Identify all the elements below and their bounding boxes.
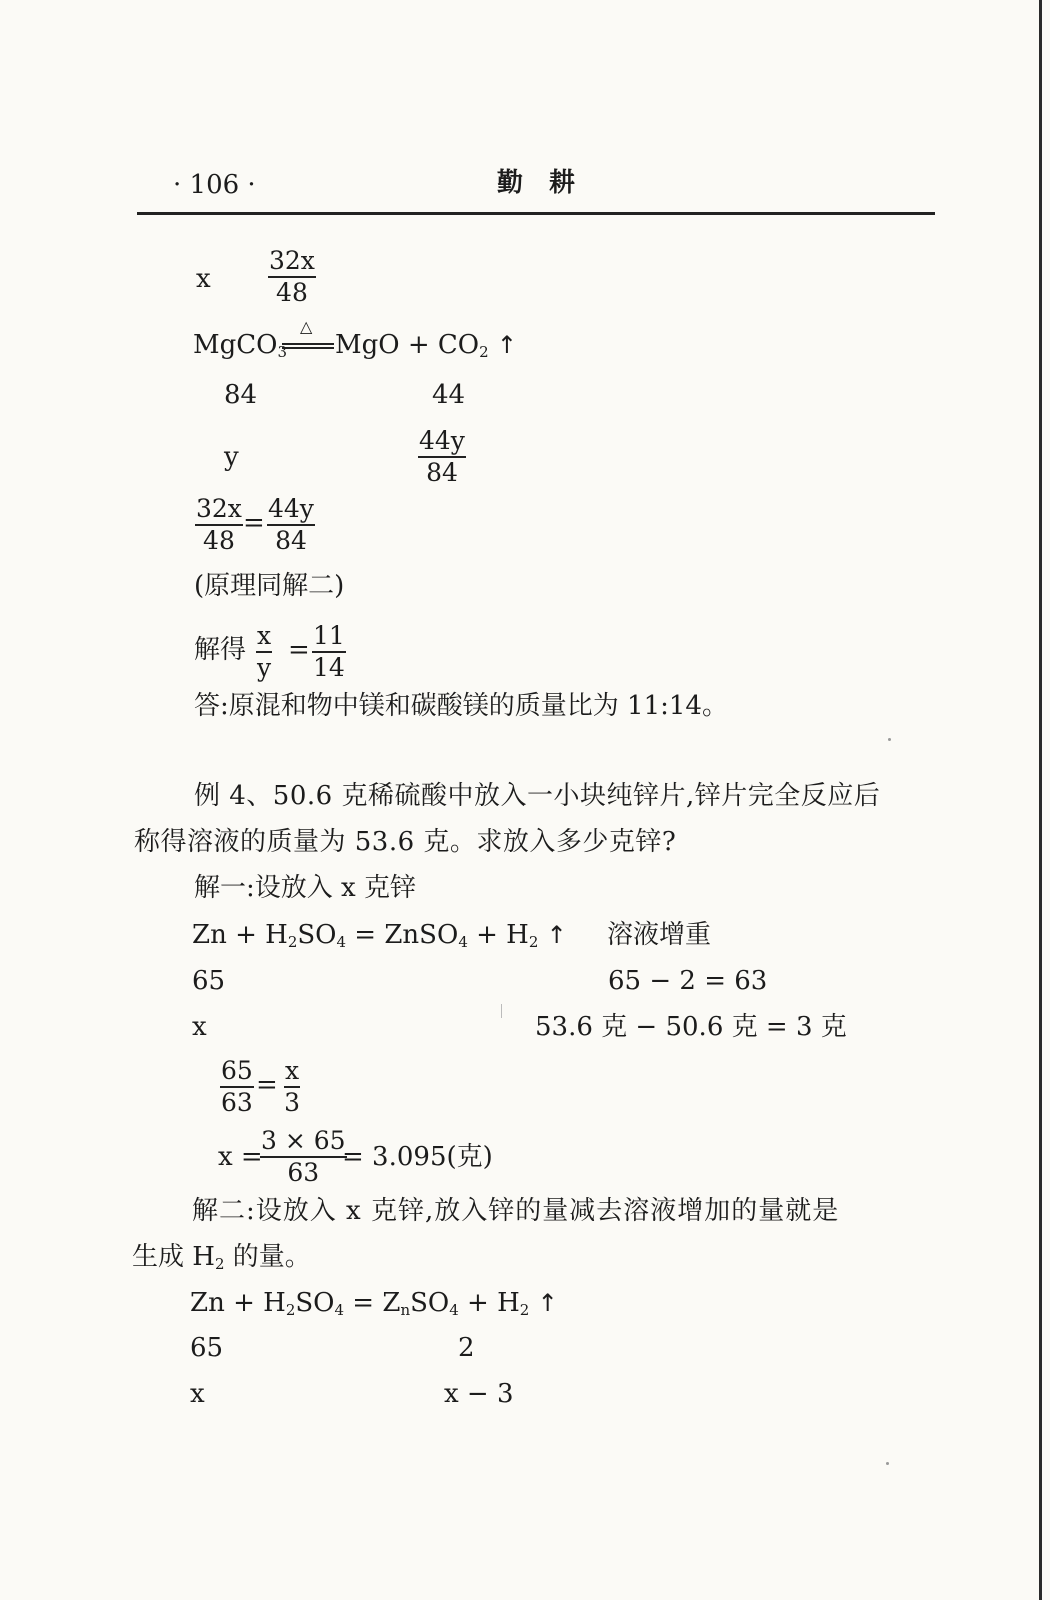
denominator: 84 [426, 458, 458, 487]
heat-symbol: △ [300, 317, 313, 336]
solution2-line2: 生成 $H_2$ 的量。 [132, 1242, 311, 1273]
var-x: x [196, 264, 211, 294]
equals-sign: = [256, 1070, 278, 1100]
scan-speck [888, 738, 891, 741]
gas-arrow-icon: ↑ [537, 1289, 558, 1317]
var-y: y [224, 442, 239, 472]
ratio-right: $\frac{44y}{84}$ [268, 494, 314, 555]
scan-speck [886, 1462, 889, 1465]
gas-arrow-icon: ↑ [546, 921, 567, 949]
equals-sign: = [243, 508, 265, 538]
denominator: 48 [276, 278, 308, 307]
numerator: 44y [418, 426, 466, 458]
gain-mass: 53.6 克 − 50.6 克 = 3 克 [535, 1012, 847, 1042]
solution2-line1: 解二:设放入 x 克锌,放入锌的量减去溶液增加的量就是 [192, 1196, 840, 1226]
reaction-zn-h2so4: $Zn + H_2SO_4$ = ZnSO$_4$ + $H_2$ ↑ [192, 920, 567, 951]
mass-2: 2 [458, 1333, 475, 1363]
gain-calc: 65 − 2 = 63 [608, 966, 768, 996]
x-equals: x = [218, 1142, 263, 1172]
solve-label: 解得 [194, 635, 247, 665]
reaction-zn-h2so4-2: $Zn + H_2SO_4 = Z_nSO_4 + H_2$ ↑ [190, 1288, 558, 1319]
mass-65: 65 [192, 966, 226, 996]
example4-line1: 例 4、50.6 克稀硫酸中放入一小块纯锌片,锌片完全反应后 [194, 781, 881, 811]
var-x: x [192, 1012, 207, 1042]
reaction-rhs: MgO + $CO_2$ ↑ [335, 330, 518, 361]
result-value: = 3.095(克) [342, 1142, 493, 1172]
ratio-left: $\frac{32x}{48}$ [196, 494, 242, 555]
answer-line: 答:原混和物中镁和碳酸镁的质量比为 11:14。 [194, 691, 728, 721]
gas-arrow-icon: ↑ [496, 331, 518, 359]
principle-note: (原理同解二) [194, 571, 345, 601]
result-fraction: $\frac{3 \times 65}{63}$ [261, 1126, 346, 1187]
var-x-b: x [190, 1379, 205, 1409]
mass-84: 84 [224, 380, 258, 410]
reaction-lhs: MgCO$_3$ [193, 330, 288, 361]
fraction-x-y: $\frac{x}{y}$ [256, 621, 272, 682]
solution1-title: 解一:设放入 x 克锌 [194, 873, 416, 903]
gain-label: 溶液增重 [607, 920, 712, 950]
page-number: · 106 · [173, 170, 256, 200]
fraction-44y-84 [418, 426, 466, 488]
reaction-equals [282, 343, 334, 349]
header-rule [137, 212, 935, 215]
numerator: 32x [268, 246, 316, 278]
proportion-right: $\frac{x}{3}$ [284, 1056, 300, 1117]
equals-sign: = [288, 635, 310, 665]
mass-44: 44 [432, 380, 466, 410]
mass-65-b: 65 [190, 1333, 224, 1363]
running-title: 勤 耕 [497, 168, 576, 198]
example4-line2: 称得溶液的质量为 53.6 克。求放入多少克锌? [134, 827, 677, 857]
x-minus-3: x − 3 [444, 1379, 514, 1409]
fraction-11-14: $\frac{11}{14}$ [313, 621, 345, 682]
proportion-left: $\frac{65}{63}$ [221, 1056, 253, 1117]
fraction-32x-48 [268, 246, 316, 308]
scan-mark [501, 1004, 502, 1018]
